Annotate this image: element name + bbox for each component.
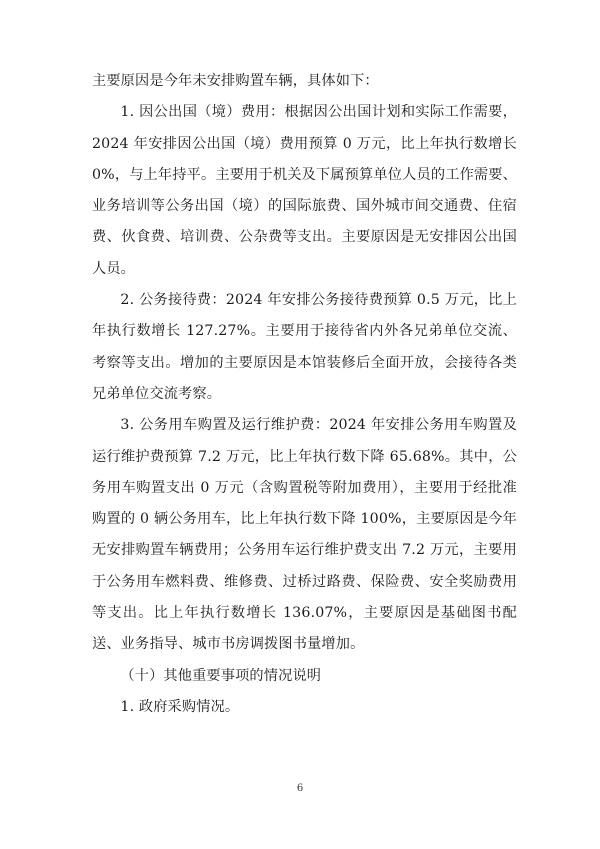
paragraph-reason-summary: 主要原因是今年未安排购置车辆，具体如下： [92,73,379,89]
section-heading-other-matters: （十）其他重要事项的情况说明 [120,667,322,684]
paragraph-government-procurement: 1. 政府采购情况。 [120,698,240,715]
paragraph-official-reception-expense: 2. 公务接待费：2024 年安排公务接待费预算 0.5 万元，比上年执行数增长 127.27%。主要用于接待省内外各兄弟单位交流、考察等支出。增加的主要原因是本馆装修后全面开放，会接待各类兄弟单位交流考察。 [92,292,517,402]
page-number: 6 [296,783,304,794]
paragraph-official-vehicle-expense: 3. 公务用车购置及运行维护费：2024 年安排公务用车购置及运行维护费预算 7.2 万元，比上年执行数下降 65.68%。其中，公务用车购置支出 0 万元（含购置税等附加费用），主要用于经批准购置的 0 辆公务用车，比上年执行数下降 100%，主要原因是今年无安排购置车辆费用；公务用车运行维护费支出 7.2 万元，主要用于公务用车燃料费、维修费、过桥过路费、保险费、安全奖励费用等支出。比上年执行数增长 136.07%，主要原因是基础图书配送、业务指导、城市书房调拨图书量增加。 [92,417,517,653]
document-body [92,66,517,723]
paragraph-overseas-travel-expense: 1. 因公出国（境）费用：根据因公出国计划和实际工作需要，2024 年安排因公出国（境）费用预算 0 万元，比上年执行数增长 0%，与上年持平。主要用于机关及下属预算单位人员的工作需要、业务培训等公务出国（境）的国际旅费、国外城市间交通费、住宿费、伙食费、培训费、公杂费等支出。主要原因是无安排因公出国人员。 [92,104,517,277]
